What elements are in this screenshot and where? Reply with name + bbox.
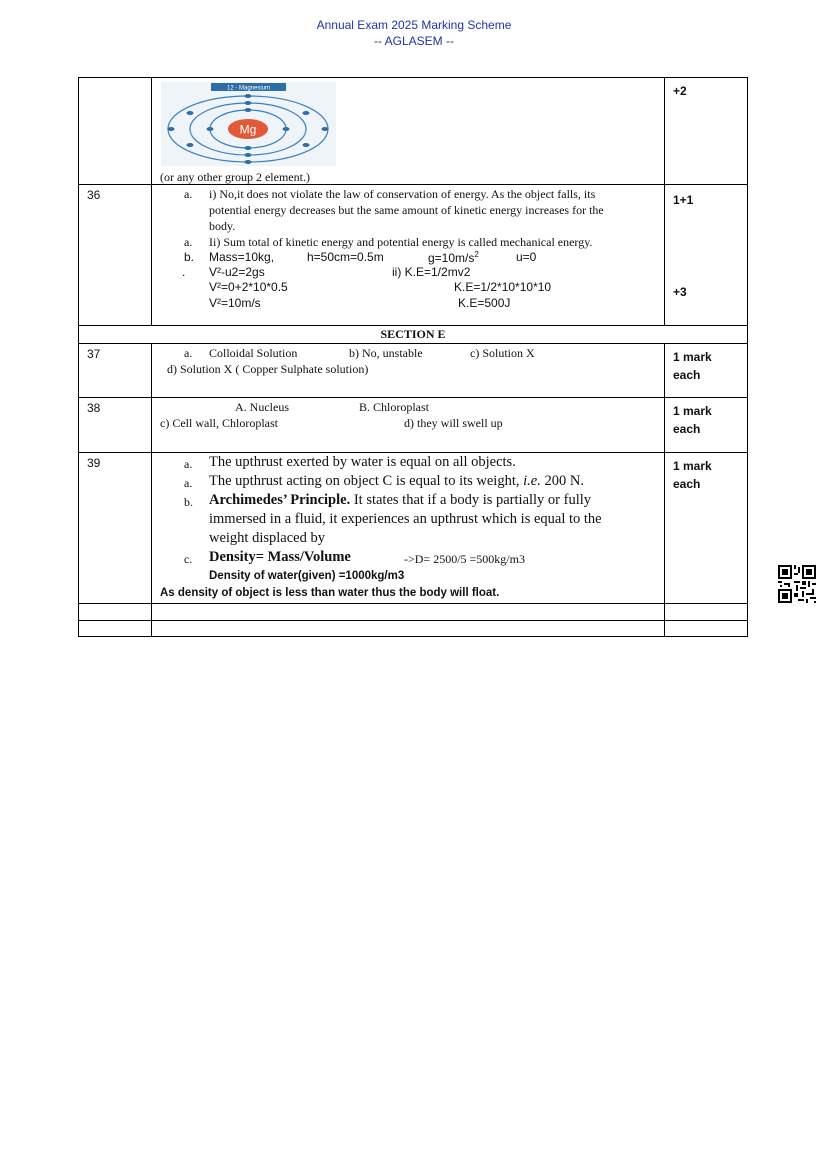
marks-value: 1 mark	[673, 459, 712, 473]
answer-line: ii) K.E=1/2mv2	[392, 265, 471, 279]
marks-value: +3	[673, 285, 687, 299]
marks-value: +2	[673, 84, 687, 98]
list-marker: b.	[184, 495, 193, 509]
question-number-cell	[79, 621, 152, 637]
answer-line: $g=10m/s^2$	[428, 250, 479, 265]
list-marker: a.	[184, 187, 193, 201]
question-number-cell	[79, 78, 152, 185]
answer-cell	[152, 621, 665, 637]
list-marker: a.	[184, 235, 193, 249]
table-row	[79, 621, 748, 637]
answer-line: A. Nucleus	[235, 400, 289, 414]
list-marker: .	[182, 265, 186, 279]
answer-table	[78, 77, 748, 637]
marks-value: 1 mark	[673, 404, 712, 418]
answer-cell	[152, 344, 665, 398]
marks-cell	[665, 621, 748, 637]
question-number-cell: 37	[79, 344, 152, 398]
section-heading: SECTION E	[79, 326, 748, 344]
section-row	[79, 326, 748, 344]
answer-line: h=50cm=0.5m	[307, 250, 384, 264]
marks-cell	[665, 604, 748, 621]
marks-value: 1+1	[673, 193, 694, 207]
table-row	[79, 453, 748, 604]
answer-note: (or any other group 2 element.)	[160, 170, 310, 184]
answer-cell	[152, 185, 665, 326]
answer-line: V²=10m/s	[209, 296, 261, 310]
list-marker: a.	[184, 476, 193, 490]
answer-line: V²=0+2*10*0.5	[209, 280, 288, 294]
answer-cell	[152, 604, 665, 621]
marks-cell	[665, 78, 748, 185]
question-number-cell: 38	[79, 398, 152, 453]
question-number-cell: 39	[79, 453, 152, 604]
answer-line: Archimedes’ Principle. It states that if a body is partially or fully	[209, 492, 592, 508]
answer-line: ->D= 2500/5 =500kg/m3	[404, 552, 525, 566]
answer-line: Colloidal Solution	[209, 346, 298, 360]
answer-line: d) they will swell up	[404, 416, 503, 430]
answer-cell	[152, 453, 665, 604]
table-row	[79, 604, 748, 621]
marks-value: each	[673, 422, 701, 436]
answer-line: u=0	[516, 250, 537, 264]
answer-cell	[152, 78, 665, 185]
answer-line: c) Solution X	[470, 346, 535, 360]
list-marker: c.	[184, 552, 193, 566]
table-row	[79, 78, 748, 185]
answer-line: The upthrust acting on object C is equal to its weight, i.e. 200 N.	[209, 473, 584, 489]
marks-cell	[665, 185, 748, 326]
answer-line: As density of object is less than water thus the body will float.	[160, 587, 500, 599]
answer-line: body.	[209, 219, 236, 233]
answer-line: c) Cell wall, Chloroplast	[160, 416, 278, 430]
diagram-label: 12 - Magnesium	[226, 85, 271, 92]
marks-cell	[665, 453, 748, 604]
list-marker: a.	[184, 346, 193, 360]
answer-line: potential energy decreases but the same amount of kinetic energy increases for the	[209, 203, 604, 217]
answer-line: immersed in a fluid, it experiences an upthrust which is equal to the	[209, 511, 602, 527]
answer-cell	[152, 398, 665, 453]
marks-value: 1 mark	[673, 350, 712, 364]
marks-value: each	[673, 477, 701, 491]
list-marker: a.	[184, 457, 193, 471]
answer-line: d) Solution X ( Copper Sulphate solution)	[167, 362, 369, 376]
table-row	[79, 398, 748, 453]
answer-line: i) No,it does not violate the law of conservation of energy. As the object falls, its	[209, 187, 596, 201]
answer-line: weight displaced by	[209, 530, 325, 546]
question-number-cell: 36	[79, 185, 152, 326]
answer-line: K.E=500J	[458, 296, 511, 310]
list-marker: b.	[184, 250, 195, 264]
magnesium-atom-diagram	[161, 82, 336, 166]
marks-cell	[665, 344, 748, 398]
answer-line: Density= Mass/Volume	[209, 549, 351, 565]
qr-code-icon[interactable]	[778, 565, 816, 603]
table-row	[79, 185, 748, 326]
answer-line: Mass=10kg,	[209, 250, 275, 264]
marks-cell	[665, 398, 748, 453]
question-number-cell	[79, 604, 152, 621]
answer-line: b) No, unstable	[349, 346, 423, 360]
answer-line: Density of water(given) =1000kg/m3	[209, 570, 405, 582]
watermark-title: Annual Exam 2025 Marking Scheme	[316, 18, 512, 32]
watermark-site: -- AGLASEM --	[373, 34, 454, 48]
answer-line: V²-u2=2gs	[209, 265, 265, 279]
answer-line: Ii) Sum total of kinetic energy and potential energy is called mechanical energy.	[209, 235, 593, 249]
answer-line: K.E=1/2*10*10*10	[454, 280, 552, 294]
answer-line: The upthrust exerted by water is equal on all objects.	[209, 454, 516, 470]
table-row	[79, 344, 748, 398]
marks-value: each	[673, 368, 701, 382]
answer-line: B. Chloroplast	[359, 400, 430, 414]
nucleus-symbol: Mg	[239, 122, 257, 137]
